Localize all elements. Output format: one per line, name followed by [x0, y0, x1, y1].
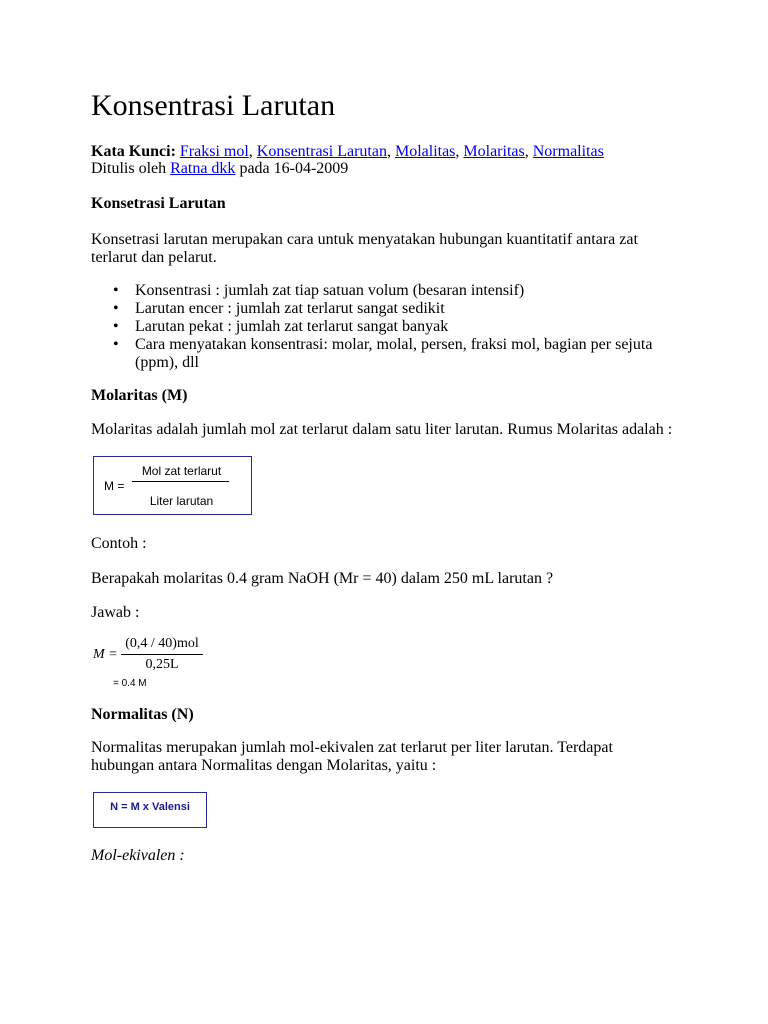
keyword-link-normalitas[interactable]: Normalitas [532, 143, 604, 160]
example-label: Contoh : [91, 535, 147, 552]
section-heading-konsetrasi: Konsetrasi Larutan [91, 195, 226, 212]
list-item: • Larutan pekat : jumlah zat terlarut sangat banyak [91, 318, 681, 336]
list-item: • Cara menyatakan konsentrasi: molar, molal, persen, fraksi mol, bagian per sejuta (ppm), dll [91, 336, 681, 372]
keyword-link-molaritas[interactable]: Molaritas [463, 143, 525, 160]
author-link[interactable]: Ratna dkk [170, 160, 236, 177]
mol-ekivalen-label: Mol-ekivalen : [91, 847, 185, 864]
keywords-line: Kata Kunci: Fraksi mol, Konsentrasi Larutan, Molalitas, Molaritas, Normalitas [91, 143, 604, 160]
list-item: • Konsentrasi : jumlah zat tiap satuan volum (besaran intensif) [91, 282, 681, 300]
formula-lhs: M = [104, 479, 125, 493]
example-question: Berapakah molaritas 0.4 gram NaOH (Mr = 40) dalam 250 mL larutan ? [91, 570, 554, 587]
keyword-link-fraksi-mol[interactable]: Fraksi mol [179, 143, 249, 160]
concentration-bullet-list [91, 282, 681, 372]
molaritas-paragraph: Molaritas adalah jumlah mol zat terlarut dalam satu liter larutan. Rumus Molaritas adalah : [91, 421, 673, 438]
formula-denominator: Liter larutan [149, 494, 214, 508]
section-heading-molaritas: Molaritas (M) [91, 387, 188, 404]
section-heading-normalitas: Normalitas (N) [91, 706, 194, 723]
keywords-label: Kata Kunci: [91, 143, 176, 160]
molarity-formula-box [93, 456, 252, 515]
normalitas-paragraph: Normalitas merupakan jumlah mol-ekivalen zat terlarut per liter larutan. Terdapat hubungan antara Normalitas dengan Molaritas, yaitu : [91, 739, 613, 774]
answer-formula [91, 636, 221, 692]
answer-numerator: (0,4 / 40)mol [125, 636, 199, 651]
list-item: • Larutan encer : jumlah zat terlarut sangat sedikit [91, 300, 681, 318]
normality-formula: N = M x Valensi [110, 801, 190, 813]
page-title: Konsentrasi Larutan [91, 89, 336, 122]
answer-result: = 0.4 M [113, 678, 147, 689]
byline-prefix: Ditulis oleh [91, 160, 167, 177]
formula-numerator: Mol zat terlarut [141, 464, 222, 478]
intro-paragraph: Konsetrasi larutan merupakan cara untuk menyatakan hubungan kuantitatif antara zat terlarut dan pelarut. [91, 231, 638, 266]
normality-formula-box [93, 792, 207, 828]
fraction-bar [132, 481, 229, 482]
keyword-link-molalitas[interactable]: Molalitas [394, 143, 456, 160]
answer-denominator: 0,25L [145, 657, 179, 672]
byline-on: pada [239, 160, 270, 177]
publish-date: 16-04-2009 [273, 160, 349, 177]
byline [91, 160, 348, 178]
keyword-link-konsentrasi-larutan[interactable]: Konsentrasi Larutan [256, 143, 387, 160]
answer-fraction-bar [121, 654, 203, 655]
answer-label: Jawab : [91, 604, 140, 621]
answer-lhs: M = [93, 647, 118, 662]
